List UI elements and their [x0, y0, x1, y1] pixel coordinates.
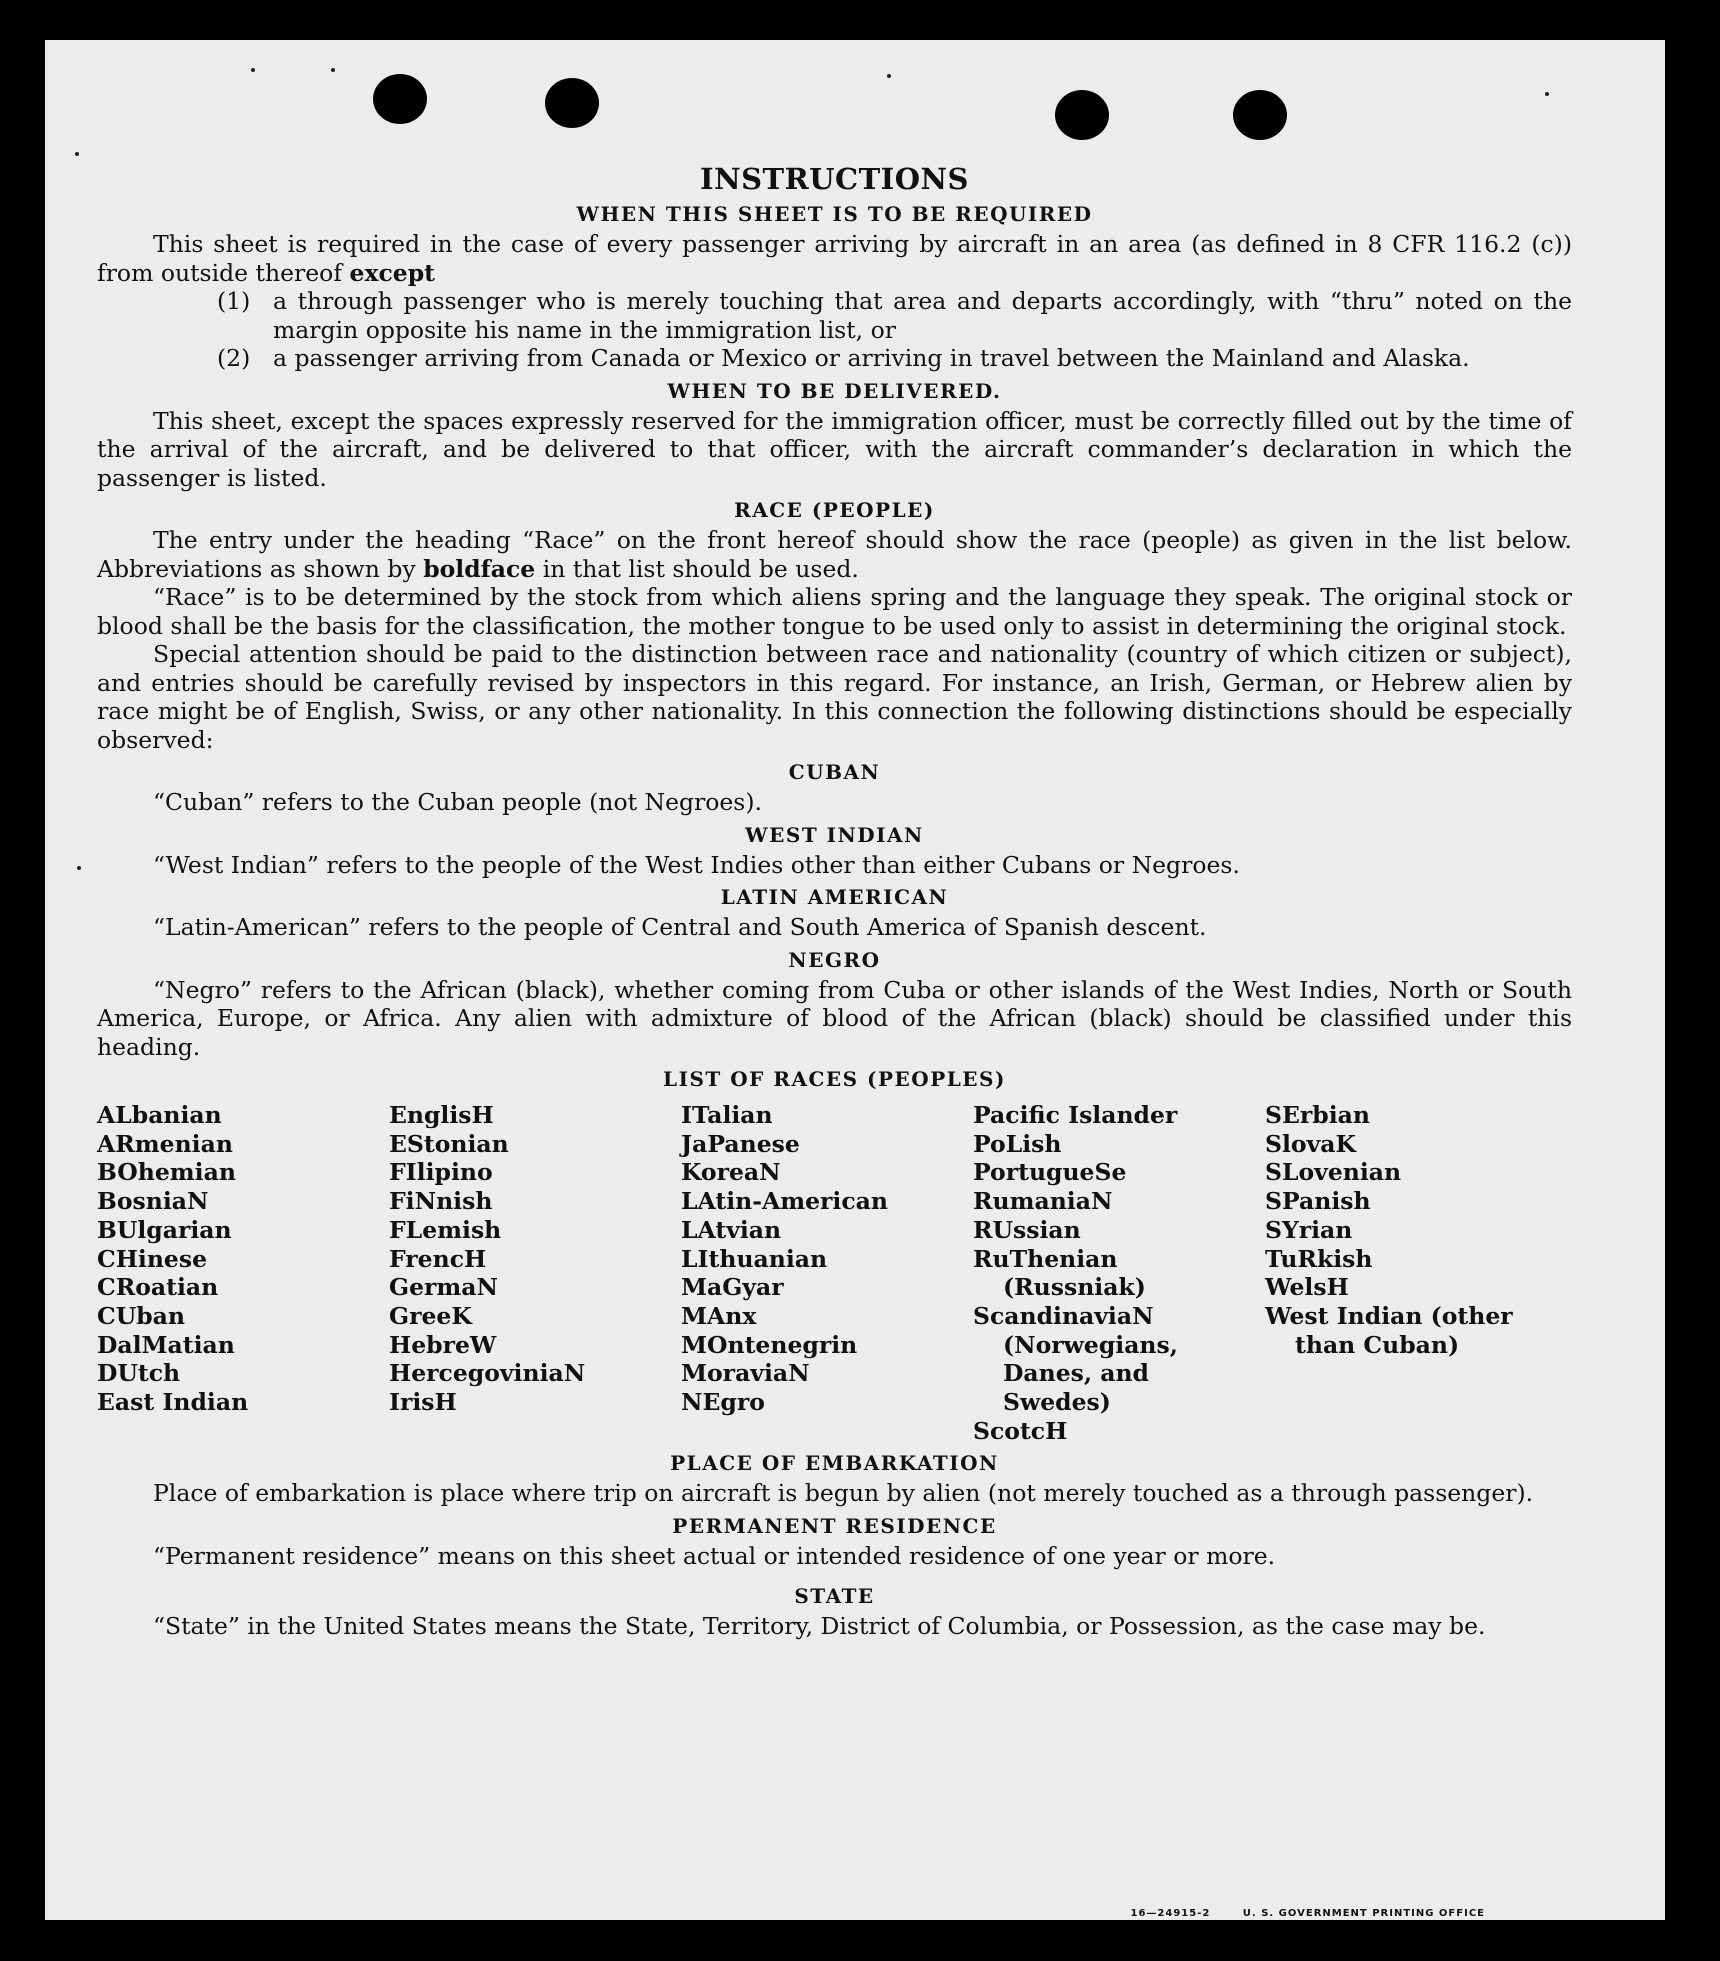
embarkation-text: Place of embarkation is place where trip on aircraft is begun by alien (not merely touched as a through passenger).: [153, 1479, 1534, 1508]
race-item: Pacific Islander: [973, 1101, 1178, 1129]
section-heading-state: STATE: [794, 1584, 875, 1609]
section-heading-list-of-races: LIST OF RACES (PEOPLES): [663, 1067, 1006, 1091]
section-heading-race: RACE (PEOPLE): [734, 498, 935, 522]
race-item: CHinese: [97, 1244, 208, 1273]
speck: [75, 152, 79, 156]
race-item: SlovaK: [1265, 1129, 1356, 1158]
race-paragraph-1: The entry under the heading “Race” on the front hereof should show the race (people) as given in the list below. Abbreviations as shown by boldface in that list should be used.: [97, 526, 1572, 583]
race-item: FiNnish: [389, 1187, 493, 1216]
race-paragraph-2: “Race” is to be determined by the stock from which aliens spring and the language they speak. The original stock or blood shall be the basis for the classification, the mother tongue to be used only to assist in determining the original stock.: [97, 583, 1572, 640]
race-item: DUtch: [97, 1359, 181, 1388]
exception-number: (1): [217, 287, 251, 315]
race-item: HercegoviniaN: [389, 1359, 586, 1388]
punch-hole: [1233, 90, 1287, 140]
races-column: [1265, 1101, 1515, 1445]
race-item: GreeK: [389, 1301, 472, 1330]
race-item: ALbanian: [97, 1101, 222, 1129]
race-item: ScotcH: [973, 1416, 1068, 1445]
form-number: 16—24915-2: [1130, 1908, 1211, 1919]
race-item: TuRkish: [1265, 1244, 1373, 1273]
race-item: RumaniaN: [973, 1187, 1113, 1216]
document-page: [45, 40, 1665, 1920]
section-heading-residence: PERMANENT RESIDENCE: [672, 1513, 997, 1538]
races-column: [973, 1101, 1265, 1445]
state-text: “State” in the United States means the State, Territory, District of Columbia, or Possession, as the case may be.: [153, 1612, 1486, 1641]
race-item: LAtin-American: [681, 1187, 888, 1216]
exception-number: (2): [217, 344, 251, 372]
exception-item: [97, 344, 1572, 373]
race-item: LIthuanian: [681, 1244, 828, 1273]
section-heading-embarkation: PLACE OF EMBARKATION: [670, 1451, 999, 1476]
race-item: SPanish: [1265, 1187, 1371, 1216]
section-heading-when-delivered: WHEN TO BE DELIVERED.: [667, 378, 1002, 403]
punch-hole: [1055, 90, 1109, 140]
race-item: CUban: [97, 1301, 185, 1330]
punch-hole: [373, 74, 427, 124]
section-heading-cuban: CUBAN: [788, 760, 881, 784]
race-item: EStonian: [389, 1129, 509, 1158]
race-item: FLemish: [389, 1215, 502, 1244]
speck: [887, 74, 891, 78]
print-footer: [1102, 1908, 1485, 1919]
when-delivered-text: This sheet, except the spaces expressly reserved for the immigration officer, must be correctly filled out by the time of the arrival of the aircraft, and be delivered to that officer, with the aircraft commander’s declaration in which the passenger is listed.: [97, 406, 1572, 492]
section-heading-when-required: WHEN THIS SHEET IS TO BE REQUIRED: [576, 202, 1093, 226]
west-indian-text: “West Indian” refers to the people of the West Indies other than either Cubans or Negroes.: [153, 850, 1240, 879]
residence-text: “Permanent residence” means on this sheet actual or intended residence of one year or more.: [153, 1541, 1276, 1570]
races-column: [681, 1101, 973, 1445]
race-item: HebreW: [389, 1330, 497, 1359]
race-item: BOhemian: [97, 1158, 236, 1187]
race-item: JaPanese: [681, 1129, 800, 1158]
race-item: MOntenegrin: [681, 1330, 858, 1359]
race-item: LAtvian: [681, 1215, 782, 1244]
race-item: PortugueSe: [973, 1158, 1127, 1187]
when-required-intro: This sheet is required in the case of every passenger arriving by aircraft in an area (as defined in 8 CFR 116.2 (c)) from outside thereof except: [97, 230, 1572, 287]
race-item: ARmenian: [97, 1129, 233, 1158]
race-item: East Indian: [97, 1388, 249, 1417]
speck: [251, 68, 255, 72]
exception-text: a through passenger who is merely touching that area and departs accordingly, with “thru” noted on the margin opposite his name in the immigration list, or: [273, 287, 1572, 344]
race-item: GermaN: [389, 1273, 498, 1302]
race-item: MaGyar: [681, 1273, 784, 1302]
race-item: FrencH: [389, 1244, 487, 1273]
speck: [1545, 92, 1549, 96]
race-item: ScandinaviaN (Norwegians, Danes, and Swedes): [973, 1301, 1178, 1417]
latin-american-text: “Latin-American” refers to the people of Central and South America of Spanish descent.: [153, 913, 1207, 941]
races-column: [97, 1101, 389, 1445]
race-item: West Indian (other than Cuban): [1265, 1301, 1513, 1359]
section-heading-west-indian: WEST INDIAN: [745, 822, 924, 847]
race-item: IrisH: [389, 1388, 457, 1417]
negro-text: “Negro” refers to the African (black), whether coming from Cuba or other islands of the West Indies, North or South America, Europe, or Africa. Any alien with admixture of blood of the African (black) should be classified under this heading.: [97, 975, 1572, 1061]
cuban-text: “Cuban” refers to the Cuban people (not Negroes).: [153, 788, 763, 816]
race-item: PoLish: [973, 1129, 1062, 1158]
races-column: [389, 1101, 681, 1445]
punch-hole: [545, 78, 599, 128]
race-item: ITalian: [681, 1101, 773, 1129]
speck: [331, 68, 335, 72]
exception-item: [97, 287, 1572, 344]
race-item: FIlipino: [389, 1158, 493, 1187]
race-paragraph-3: Special attention should be paid to the distinction between race and nationality (country of which citizen or subject), and entries should be carefully revised by inspectors in this regard. For instance, an Irish, German, or Hebrew alien by race might be of English, Swiss, or any other nationality. In this connection the following distinctions should be especially observed:: [97, 640, 1572, 754]
race-item: KoreaN: [681, 1158, 781, 1187]
race-item: RuThenian (Russniak): [973, 1244, 1146, 1302]
section-heading-negro: NEGRO: [788, 947, 881, 972]
race-item: WelsH: [1265, 1273, 1349, 1302]
section-heading-latin-american: LATIN AMERICAN: [720, 885, 949, 909]
speck: [77, 866, 81, 870]
race-item: SErbian: [1265, 1101, 1370, 1129]
race-item: SYrian: [1265, 1215, 1353, 1244]
page-title: INSTRUCTIONS: [700, 162, 969, 196]
race-item: SLovenian: [1265, 1158, 1402, 1187]
exception-text: a passenger arriving from Canada or Mexico or arriving in travel between the Mainland and Alaska.: [273, 344, 1470, 372]
race-item: BUlgarian: [97, 1215, 232, 1244]
race-item: NEgro: [681, 1388, 765, 1417]
race-item: MAnx: [681, 1301, 757, 1330]
races-list: [97, 1101, 1572, 1445]
instructions-body: [97, 162, 1572, 1641]
race-item: EnglisH: [389, 1101, 494, 1129]
race-item: MoraviaN: [681, 1359, 810, 1388]
race-item: BosniaN: [97, 1187, 209, 1216]
race-item: RUssian: [973, 1215, 1081, 1244]
race-item: DalMatian: [97, 1330, 235, 1359]
race-item: CRoatian: [97, 1273, 219, 1302]
printer-credit: U. S. GOVERNMENT PRINTING OFFICE: [1242, 1908, 1485, 1919]
